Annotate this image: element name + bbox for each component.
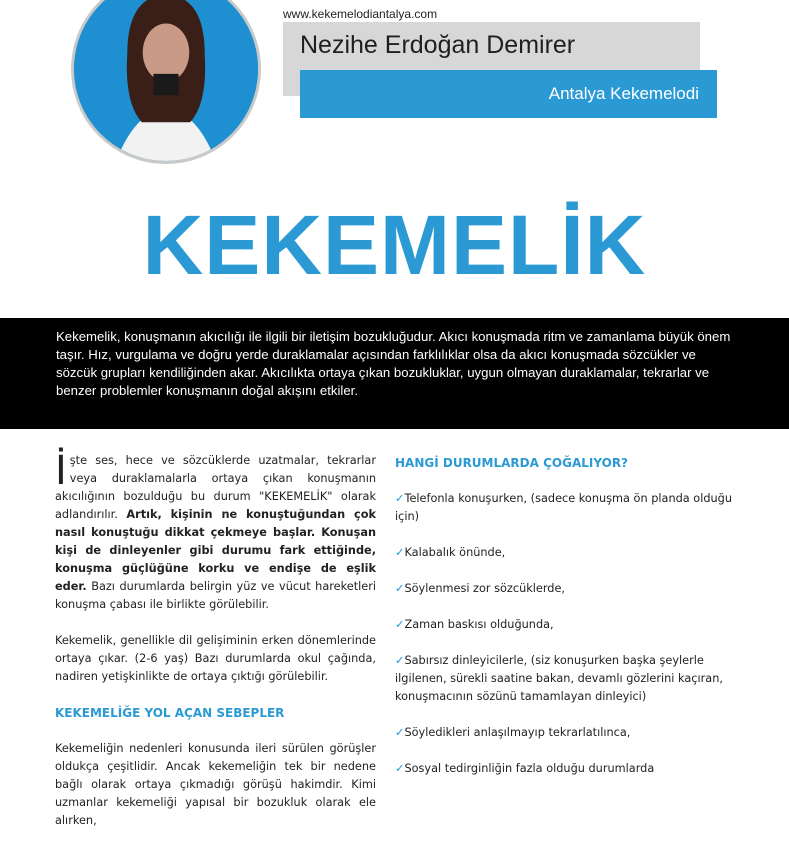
paragraph-1: [55, 448, 376, 614]
list-item: ✓Kalabalık önünde,: [395, 546, 506, 559]
author-affiliation: Antalya Kekemelodi: [548, 84, 699, 103]
intro-paragraph: Kekemelik, konuşmanın akıcılığı ile ilgili bir iletişim bozukluğudur. Akıcı konuşmada ritm ve zamanlama büyük önem taşır. Hız, vurgulama ve doğru yerde duraklamalar açısından farklılıklar olsa da akıcı konuşmada sözcükler ve sözcük grupları kendiliğinden akar. Akıcılıkta ortaya çıkan bozukluklar, uygun olmayan duraklamalar, tekrarlar ve benzer problemler konuşmanın doğal akışını etkiler.: [56, 329, 731, 398]
paragraph-1-bold: Artık, kişinin ne konuştuğundan çok nasıl konuştuğu dikkat çekmeye başlar. Konuşan kişi de dinleyenler gibi durumu fark ettiğinde, konuşma güçlüğüne korku ve endişe de eşlik eder.: [55, 508, 376, 593]
author-portrait-image: [74, 0, 258, 161]
list-item: ✓Söyledikleri anlaşılmayıp tekrarlatılınca,: [395, 726, 631, 739]
left-column: [55, 448, 376, 848]
paragraph-1-tail: Bazı durumlarda belirgin yüz ve vücut hareketleri konuşma çabası ile birlikte görülebilir.: [55, 580, 376, 611]
list-item: ✓Sabırsız dinleyicilerle, (siz konuşurken başka şeylerle ilgilenen, sürekli saatine bakan, devamlı gözlerini kaçıran, konuşmacının sözünü tamamlayan dinleyici): [395, 654, 723, 703]
author-name: Nezihe Erdoğan Demirer: [300, 31, 576, 59]
drop-cap: İ: [55, 448, 67, 494]
conditions-list: [395, 490, 740, 778]
check-icon: ✓: [395, 582, 405, 595]
article-title: KEKEMELİK: [142, 198, 647, 292]
subtitle-box: [300, 70, 717, 118]
list-item: ✓Zaman baskısı olduğunda,: [395, 618, 554, 631]
paragraph-1-text: şte ses, hece ve sözcüklerde uzatmalar, tekrarlar veya duraklamalarla ortaya çıkan konuşmanın akıcılığının bozulduğu bu durum "KEKEMELİK" olarak adlandırılır.: [55, 454, 376, 521]
section-heading-conditions: HANGİ DURUMLARDA ÇOĞALIYOR?: [395, 456, 629, 470]
list-item: ✓Sosyal tedirginliğin fazla olduğu durumlarda: [395, 762, 655, 775]
check-icon: ✓: [395, 546, 405, 559]
check-icon: ✓: [395, 492, 405, 505]
website-url: www.kekemelodiantalya.com: [283, 7, 438, 21]
check-icon: ✓: [395, 654, 405, 667]
author-photo: [71, 0, 261, 164]
list-item: ✓Telefonla konuşurken, (sadece konuşma ön planda olduğu için): [395, 492, 732, 523]
section-heading-causes: KEKEMELİĞE YOL AÇAN SEBEPLER: [55, 706, 285, 720]
list-item: ✓Söylenmesi zor sözcüklerde,: [395, 582, 566, 595]
paragraph-2: Kekemelik, genellikle dil gelişiminin erken dönemlerinde ortaya çıkar. (2-6 yaş) Bazı durumlarda okul çağında, nadiren yetişkinlikte de ortaya çıktığı görülebilir.: [55, 634, 376, 683]
intro-band: [0, 318, 789, 429]
check-icon: ✓: [395, 618, 405, 631]
right-column: [395, 452, 740, 796]
check-icon: ✓: [395, 726, 405, 739]
check-icon: ✓: [395, 762, 405, 775]
paragraph-3: Kekemeliğin nedenleri konusunda ileri sürülen görüşler oldukça çeşitlidir. Ancak kekemeliğin tek bir nedene bağlı olarak ortaya çıkmadığı görüşü hakimdir. Kimi uzmanlar kekemeliği yapısal bir bozukluk olarak ele alırken,: [55, 742, 376, 827]
